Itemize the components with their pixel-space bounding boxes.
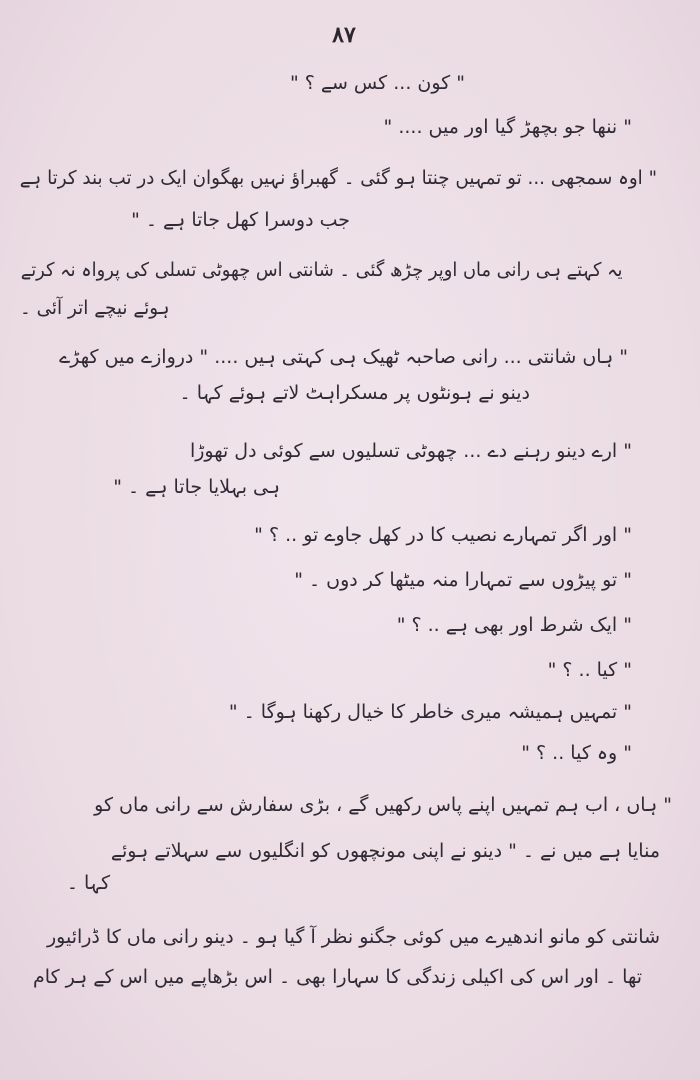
- text-line: " تو پیڑوں سے تمہارا منہ میٹھا کر دوں ۔ ": [294, 569, 632, 591]
- text-line: " اوہ سمجھی ... تو تمہیں چنتا ہو گئی ۔ گھبراؤ نہیں بھگوان ایک در تب بند کرتا ہے: [19, 167, 657, 189]
- text-line: " ہاں شانتی ... رانی صاحبہ ٹھیک ہی کہتی ہیں .... " دروازے میں کھڑے: [59, 346, 628, 368]
- page-number: ۸۷: [332, 22, 356, 48]
- text-line: " وہ کیا .. ؟ ": [521, 742, 632, 764]
- text-line: " ننھا جو بچھڑ گیا اور میں .... ": [383, 116, 632, 138]
- text-line: " کیا .. ؟ ": [547, 659, 632, 681]
- text-line: " تمہیں ہمیشہ میری خاطر کا خیال رکھنا ہوگا ۔ ": [228, 701, 632, 723]
- text-line: ہی بہلایا جاتا ہے ۔ ": [113, 476, 280, 498]
- text-line: " ایک شرط اور بھی ہے .. ؟ ": [396, 614, 632, 636]
- text-line: " اور اگر تمہارے نصیب کا در کھل جاوے تو .. ؟ ": [254, 524, 632, 546]
- text-line: کہا ۔: [66, 872, 110, 894]
- text-line: شانتی کو مانو اندھیرے میں کوئی جگنو نظر آ گیا ہو ۔ دینو رانی ماں کا ڈرائیور: [46, 926, 660, 948]
- text-line: منایا ہے میں نے ۔ " دینو نے اپنی مونچھوں کو انگلیوں سے سہلاتے ہوئے: [110, 840, 660, 862]
- text-line: " ہاں ، اب ہم تمہیں اپنے پاس رکھیں گے ، بڑی سفارش سے رانی ماں کو: [94, 794, 672, 816]
- text-line: " ارے دینو رہنے دے ... چھوٹی تسلیوں سے کوئی دل تھوڑا: [189, 440, 632, 462]
- text-line: دینو نے ہونٹوں پر مسکراہٹ لاتے ہوئے کہا ۔: [179, 382, 530, 404]
- text-line: تھا ۔ اور اس کی اکیلی زندگی کا سہارا بھی ۔ اس بڑھاپے میں اس کے ہر کام: [33, 966, 642, 988]
- text-line: ہوئے نیچے اتر آئی ۔: [20, 297, 170, 319]
- text-line: یہ کہتے ہی رانی ماں اوپر چڑھ گئی ۔ شانتی اس چھوٹی تسلی کی پرواہ نہ کرتے: [20, 259, 622, 281]
- text-line: جب دوسرا کھل جاتا ہے ۔ ": [131, 209, 350, 231]
- text-line: " کون ... کس سے ؟ ": [289, 72, 465, 94]
